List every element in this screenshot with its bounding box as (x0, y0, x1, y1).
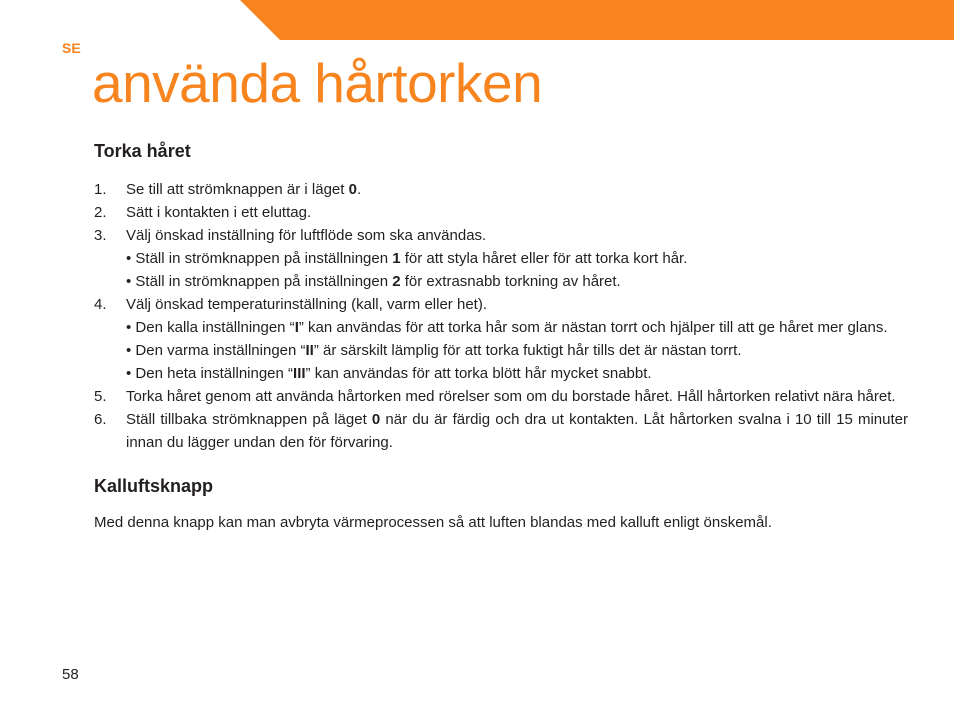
step-body (126, 224, 908, 293)
step-text: Sätt i kontakten i ett eluttag. (126, 204, 312, 221)
step-number: 4. (94, 296, 107, 313)
cool-air-paragraph: Med denna knapp kan man avbryta värmeprocessen så att luften blandas med kalluft enligt önskemål. (94, 514, 772, 531)
step-number: 5. (94, 388, 107, 405)
text-run: för extrasnabb torkning av håret. (400, 273, 621, 290)
step-body (126, 293, 908, 385)
step-number: 3. (94, 227, 107, 244)
step-item (94, 178, 908, 201)
sub-item (126, 247, 908, 270)
step-text: Välj önskad inställning för luftflöde som ska användas. (126, 227, 487, 244)
step-item (94, 224, 908, 293)
text-run: ” är särskilt lämplig för att torka fuktigt hår tills det är nästan torrt. (313, 342, 742, 359)
text-run: • Den heta inställningen “ (126, 365, 294, 382)
text-run: . (356, 181, 362, 198)
sub-item (126, 316, 908, 339)
text-run: för att styla håret eller för att torka kort hår. (400, 250, 688, 267)
text-run: när du är färdig och dra ut kontakten. Låt hårtorken svalna i 10 till 15 minuter innan du lägger undan den för förvaring. (126, 411, 908, 451)
setting-value: I (294, 319, 299, 336)
text-run: • Den kalla inställningen “ (126, 319, 295, 336)
step-body (126, 408, 908, 454)
step-body (126, 385, 908, 408)
corner-banner (240, 0, 954, 40)
text-run: ” kan användas för att torka blött hår mycket snabbt. (305, 365, 652, 382)
sub-item (126, 339, 908, 362)
step-text: Torka håret genom att använda hårtorken med rörelser som om du borstade håret. Håll hårtorken relativt nära håret. (126, 388, 896, 405)
main-content (94, 140, 908, 534)
text-run: Ställ tillbaka strömknappen på läget (126, 411, 372, 428)
text-run: • Den varma inställningen “ (126, 342, 306, 359)
step-item (94, 408, 908, 454)
text-run: Se till att strömknappen är i läget (126, 181, 349, 198)
sub-item (126, 362, 908, 385)
step-item (94, 385, 908, 408)
text-run: • Ställ in strömknappen på inställningen (126, 250, 393, 267)
step-number: 2. (94, 204, 107, 221)
step-body (126, 201, 908, 224)
setting-value: 1 (392, 250, 401, 267)
step-text: Välj önskad temperaturinställning (kall, varm eller het). (126, 296, 487, 313)
step-item (94, 293, 908, 385)
section-heading-cool-air: Kalluftsknapp (94, 476, 214, 496)
page-number: 58 (62, 666, 79, 683)
step-text (126, 408, 908, 454)
step-number: 6. (94, 411, 107, 428)
section-heading-drying: Torka håret (94, 141, 191, 161)
page-title: använda hårtorken (92, 52, 543, 114)
text-run: • Ställ in strömknappen på inställningen (126, 273, 393, 290)
setting-value: II (305, 342, 314, 359)
setting-value: III (293, 365, 306, 382)
setting-value: 0 (348, 181, 357, 198)
step-body (126, 178, 908, 201)
setting-value: 0 (371, 411, 381, 428)
setting-value: 2 (392, 273, 401, 290)
sub-item (126, 270, 908, 293)
step-list (94, 178, 908, 454)
language-tag: SE (62, 40, 81, 56)
step-text (126, 178, 908, 201)
text-run: ” kan användas för att torka hår som är nästan torrt och hjälper till att ge håret mer glans. (298, 319, 888, 336)
step-number: 1. (94, 181, 107, 198)
step-item (94, 201, 908, 224)
